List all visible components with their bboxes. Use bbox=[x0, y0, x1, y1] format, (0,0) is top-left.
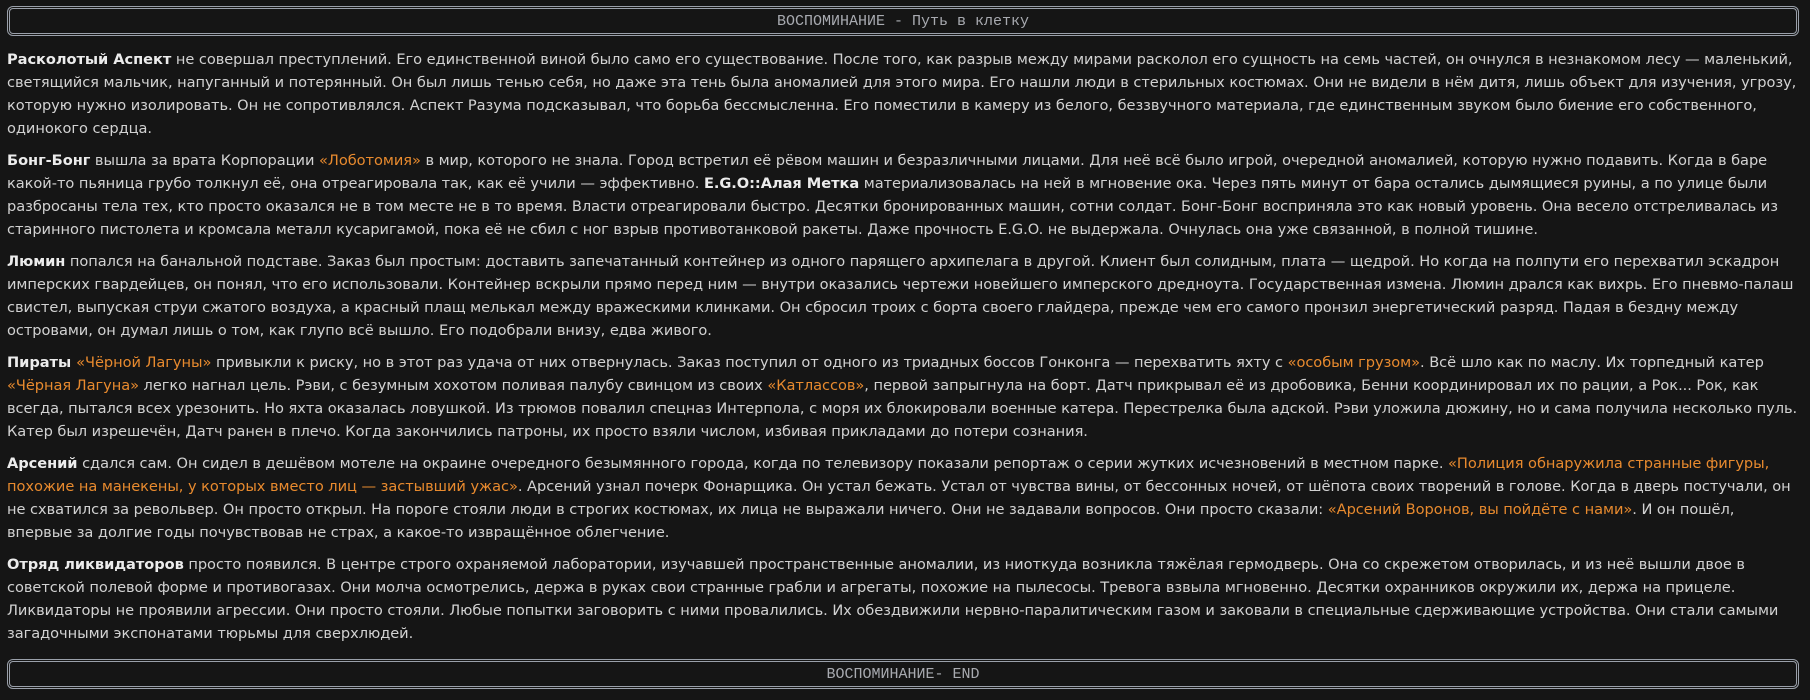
memory-header-title: ВОСПОМИНАНИЕ - Путь в клетку bbox=[776, 12, 1030, 30]
quoted-phrase: «Чёрной Лагуны» bbox=[76, 354, 212, 371]
quoted-phrase: «Катлассов» bbox=[767, 377, 865, 394]
story-paragraph bbox=[7, 351, 1804, 443]
paragraph-text: не совершал преступлений. Его единственной виной было само его существование. После того, как разрыв между мирами расколол его сущность на семь частей, он очнулся в незнакомом лесу — маленький, светящийся мальчик, напуганный и потерянный. Он был лишь тенью себя, но даже эта тень была аномалией для этого мира. Его нашли люди в стерильных костюмах. Они не видели в нём дитя, лишь объект для изучения, угрозу, которую нужно изолировать. Он не сопротивлялся. Аспект Разума подсказывал, что борьба бессмысленна. Его поместили в камеру из белого, беззвучного материала, где единственным звуком было биение его собственного, одинокого сердца. bbox=[7, 51, 1797, 137]
paragraph-text: . Арсений узнал почерк Фонарщика. Он устал бежать. Устал от чувства вины, от бессонных ночей, от шёпота своих творений в голове. Когда в дверь постучали, он не схватился за револьвер. Он просто открыл. На пороге стояли люди в строгих костюмах, их лица не выражали ничего. Они не задавали вопросов. Они просто сказали: bbox=[7, 478, 1791, 518]
paragraph-text: в мир, которого не знала. Город встретил её рёвом машин и безразличными лицами. Для неё всё было игрой, очередной аномалией, которую нужно подавить. Когда в баре какой-то пьяница грубо толкнул её, она отреагировала так, как её учили — эффективно. bbox=[7, 152, 1768, 192]
quoted-phrase: «особым грузом» bbox=[1287, 354, 1421, 371]
story-paragraph bbox=[7, 250, 1804, 342]
character-name: Бонг-Бонг bbox=[7, 152, 91, 169]
paragraph-text: сдался сам. Он сидел в дешёвом мотеле на окраине очередного безымянного города, когда по телевизору показали репортаж о серии жутких исчезновений в местном парке. bbox=[77, 455, 1449, 472]
paragraph-text: . Всё шло как по маслу. Их торпедный катер bbox=[1420, 354, 1764, 371]
character-name: E.G.O::Алая Метка bbox=[703, 175, 860, 192]
paragraph-text: . И он пошёл, впервые за долгие годы почувствовав не страх, а какое-то извращённое облегчение. bbox=[7, 501, 1735, 541]
paragraph-text: , первой запрыгнула на борт. Датч прикрывал её из дробовика, Бенни координировал их по рации, а Рок... Рок, как всегда, пытался всех урезонить. Но яхта оказалась ловушкой. Из трюмов повалил спецназ Интерпола, с моря их блокировали военные катера. Перестрелка была адской. Рэви уложила дюжину, но и сама получила несколько пуль. Катер был изрешечён, Датч ранен в плечо. Когда закончились патроны, их просто взяли числом, избивая прикладами до потери сознания. bbox=[7, 377, 1798, 440]
paragraph-text: привыкли к риску, но в этот раз удача от них отвернулась. Заказ поступил от одного из триадных боссов Гонконга — перехватить яхту с bbox=[211, 354, 1288, 371]
memory-header-banner bbox=[7, 6, 1799, 36]
quoted-phrase: «Чёрная Лагуна» bbox=[7, 377, 139, 394]
quoted-phrase: «Арсений Воронов, вы пойдёте с нами» bbox=[1327, 501, 1633, 518]
memory-text-body bbox=[7, 48, 1804, 654]
character-name: Люмин bbox=[7, 253, 66, 270]
story-paragraph bbox=[7, 149, 1804, 241]
paragraph-text: попался на банальной подставе. Заказ был простым: доставить запечатанный контейнер из одного парящего архипелага в другой. Клиент был солидным, плата — щедрой. Но когда на полпути его перехватил эскадрон имперских гвардейцев, он понял, что его использовали. Контейнер вскрыли прямо перед ним — внутри оказались чертежи новейшего имперского дредноута. Государственная измена. Люмин дрался как вихрь. Его пневмо-палаш свистел, выпуская струи сжатого воздуха, а красный плащ мелькал между вражескими клинками. Он сбросил троих с борта своего глайдера, прежде чем его самого пронзил энергетический разряд. Падая в бездну между островами, он думал лишь о том, как глупо всё вышло. Его подобрали внизу, едва живого. bbox=[7, 253, 1794, 339]
paragraph-text: легко нагнал цель. Рэви, с безумным хохотом поливая палубу свинцом из своих bbox=[138, 377, 768, 394]
story-paragraph bbox=[7, 452, 1804, 544]
story-paragraph bbox=[7, 48, 1804, 140]
memory-footer-banner bbox=[7, 659, 1799, 689]
character-name: Пираты bbox=[7, 354, 77, 371]
quoted-phrase: «Полиция обнаружила странные фигуры, похожие на манекены, у которых вместо лиц — застывший ужас» bbox=[7, 455, 1770, 495]
story-paragraph bbox=[7, 553, 1804, 645]
paragraph-text: материализовалась на ней в мгновение ока. Через пять минут от бара остались дымящиеся руины, а по улице были разбросаны тела тех, кто просто оказался не в том месте не в то время. Власти отреагировали быстро. Десятки бронированных машин, сотни солдат. Бонг-Бонг восприняла это как новый уровень. Она весело отстреливалась из старинного пистолета и кромсала металл кусаригамой, пока её не сбил с ног взрыв противотанковой ракеты. Даже прочность E.G.O. не выдержала. Очнулась она уже связанной, в полной тишине. bbox=[7, 175, 1778, 238]
quoted-phrase: «Лоботомия» bbox=[319, 152, 421, 169]
paragraph-text: просто появился. В центре строго охраняемой лаборатории, изучавшей пространственные аномалии, из ниоткуда возникла тяжёлая гермодверь. Она со скрежетом отворилась, и из неё вышли двое в советской полевой форме и противогазах. Они молча осмотрелись, держа в руках свои странные грабли и агрегаты, похожие на пылесосы. Тревога взвыла мгновенно. Десятки охранников окружили их, держа на прицеле. Ликвидаторы не проявили агрессии. Они просто стояли. Любые попытки заговорить с ними провалились. Их обездвижили нервно-паралитическим газом и заковали в специальные сдерживающие устройства. Они стали самыми загадочными экспонатами тюрьмы для сверхлюдей. bbox=[7, 556, 1779, 642]
paragraph-text: вышла за врата Корпорации bbox=[90, 152, 320, 169]
character-name: Арсений bbox=[7, 455, 78, 472]
character-name: Расколотый Аспект bbox=[7, 51, 172, 68]
character-name: Отряд ликвидаторов bbox=[7, 556, 184, 573]
memory-footer-title: ВОСПОМИНАНИЕ- END bbox=[826, 665, 980, 683]
